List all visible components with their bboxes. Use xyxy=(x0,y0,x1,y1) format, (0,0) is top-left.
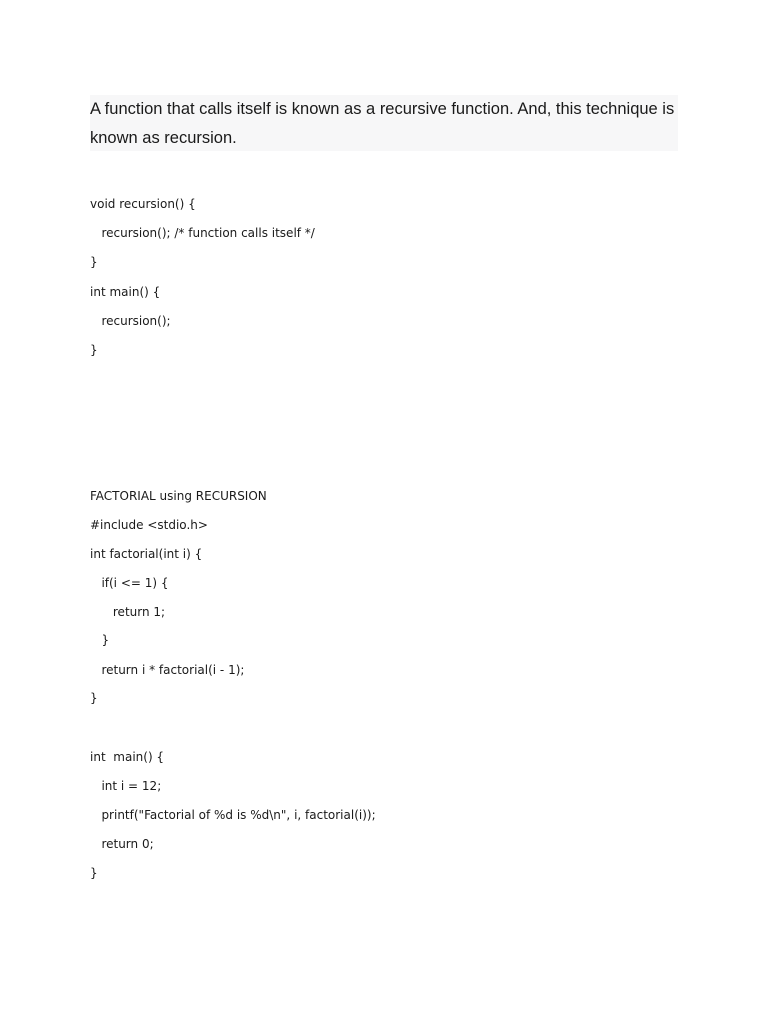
code-line: recursion(); xyxy=(90,314,171,328)
code-line: void recursion() { xyxy=(90,197,196,211)
code-line: return 1; xyxy=(90,605,166,619)
code-line: int i = 12; xyxy=(90,779,162,793)
code-line: return i * factorial(i - 1); xyxy=(90,663,245,677)
code-line: if(i <= 1) { xyxy=(90,576,169,590)
code-line: int main() { xyxy=(90,285,161,299)
intro-paragraph-block xyxy=(90,95,678,151)
intro-paragraph: A function that calls itself is known as a recursive function. And, this technique is known as recursion. xyxy=(90,100,675,147)
section-heading: FACTORIAL using RECURSION xyxy=(90,489,267,503)
code-line: } xyxy=(90,691,98,705)
code-line: recursion(); /* function calls itself */ xyxy=(90,226,315,240)
code-line: } xyxy=(90,866,98,880)
code-line: printf("Factorial of %d is %d\n", i, factorial(i)); xyxy=(90,808,376,822)
code-line: } xyxy=(90,343,98,357)
code-line: } xyxy=(90,255,98,269)
code-line: } xyxy=(90,633,110,647)
code-line: #include <stdio.h> xyxy=(90,518,208,532)
code-line: int factorial(int i) { xyxy=(90,547,203,561)
code-line: return 0; xyxy=(90,837,154,851)
code-line: int main() { xyxy=(90,750,165,764)
